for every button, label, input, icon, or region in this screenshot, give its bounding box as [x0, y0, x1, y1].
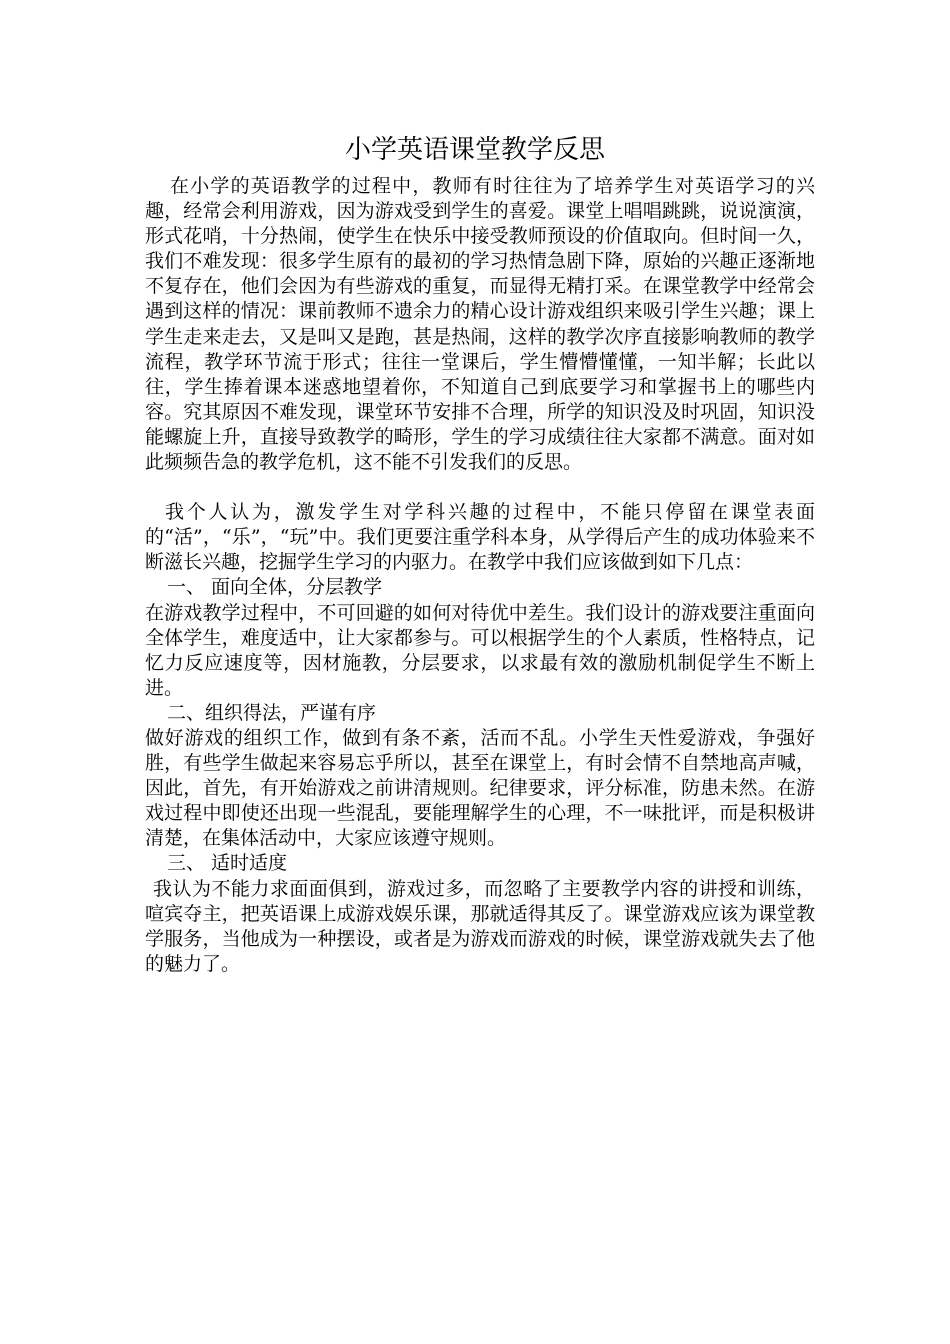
paragraph-spacer [145, 475, 815, 500]
section-heading-2: 二、组织得法，严谨有序 [167, 701, 377, 724]
intro-paragraph: 在小学的英语教学的过程中，教师有时往往为了培养学生对英语学习的兴趣，经常会利用游戏，因为游戏受到学生的喜爱。课堂上唱唱跳跳，说说演演，形式花哨，十分热闹，使学生在快乐中接受教师预设的价值取向。但时间一久，我们不难发现：很多学生原有的最初的学习热情急剧下降，原始的兴趣正逐渐地不复存在，他们会因为有些游戏的重复，而显得无精打采。在课堂教学中经常会遇到这样的情况：课前教师不遗余力的精心设计游戏组织来吸引学生兴趣；课上学生走来走去，又是叫又是跑，甚是热闹，这样的教学次序直接影响教师的教学流程，教学环节流于形式；往往一堂课后，学生懵懵懂懂，一知半解；长此以往，学生捧着课本迷惑地望着你，不知道自己到底要学习和掌握书上的哪些内容。究其原因不难发现，课堂环节安排不合理，所学的知识没及时巩固，知识没能螺旋上升，直接导致教学的畸形，学生的学习成绩往往大家都不满意。面对如此频频告急的教学危机，这不能不引发我们的反思。 [145, 175, 815, 474]
section-paragraph-1: 在游戏教学过程中，不可回避的如何对待优中差生。我们设计的游戏要注重面向全体学生，难度适中，让大家都参与。可以根据学生的个人素质，性格特点，记忆力反应速度等，因材施教，分层要求，以求最有效的激励机制促学生不断上进。 [145, 601, 815, 699]
document-body [145, 174, 815, 977]
section-paragraph-3: 我认为不能力求面面俱到，游戏过多，而忽略了主要教学内容的讲授和训练，喧宾夺主，把英语课上成游戏娱乐课，那就适得其反了。课堂游戏应该为课堂教学服务，当他成为一种摆设，或者是为游戏而游戏的时候，课堂游戏就失去了他的魅力了。 [145, 877, 815, 975]
section-heading-1: 一、 面向全体，分层教学 [167, 576, 383, 599]
section-paragraph-2: 做好游戏的组织工作，做到有条不紊，活而不乱。小学生天性爱游戏，争强好胜，有些学生做起来容易忘乎所以，甚至在课堂上，有时会情不自禁地高声喊，因此，首先，有开始游戏之前讲清规则。纪律要求，评分标准，防患未然。在游戏过程中即使还出现一些混乱，要能理解学生的心理，不一味批评，而是积极讲清楚，在集体活动中，大家应该遵守规则。 [145, 726, 815, 850]
section-heading-3: 三、 适时适度 [167, 852, 288, 875]
document-title: 小学英语课堂教学反思 [344, 135, 605, 165]
opinion-paragraph: 我个人认为，激发学生对学科兴趣的过程中，不能只停留在课堂表面的“活”，“乐”，“玩”中。我们更要注重学科本身，从学得后产生的成功体验来不断滋长兴趣，挖掘学生学习的内驱力。在教学中我们应该做到如下几点： [145, 501, 815, 574]
